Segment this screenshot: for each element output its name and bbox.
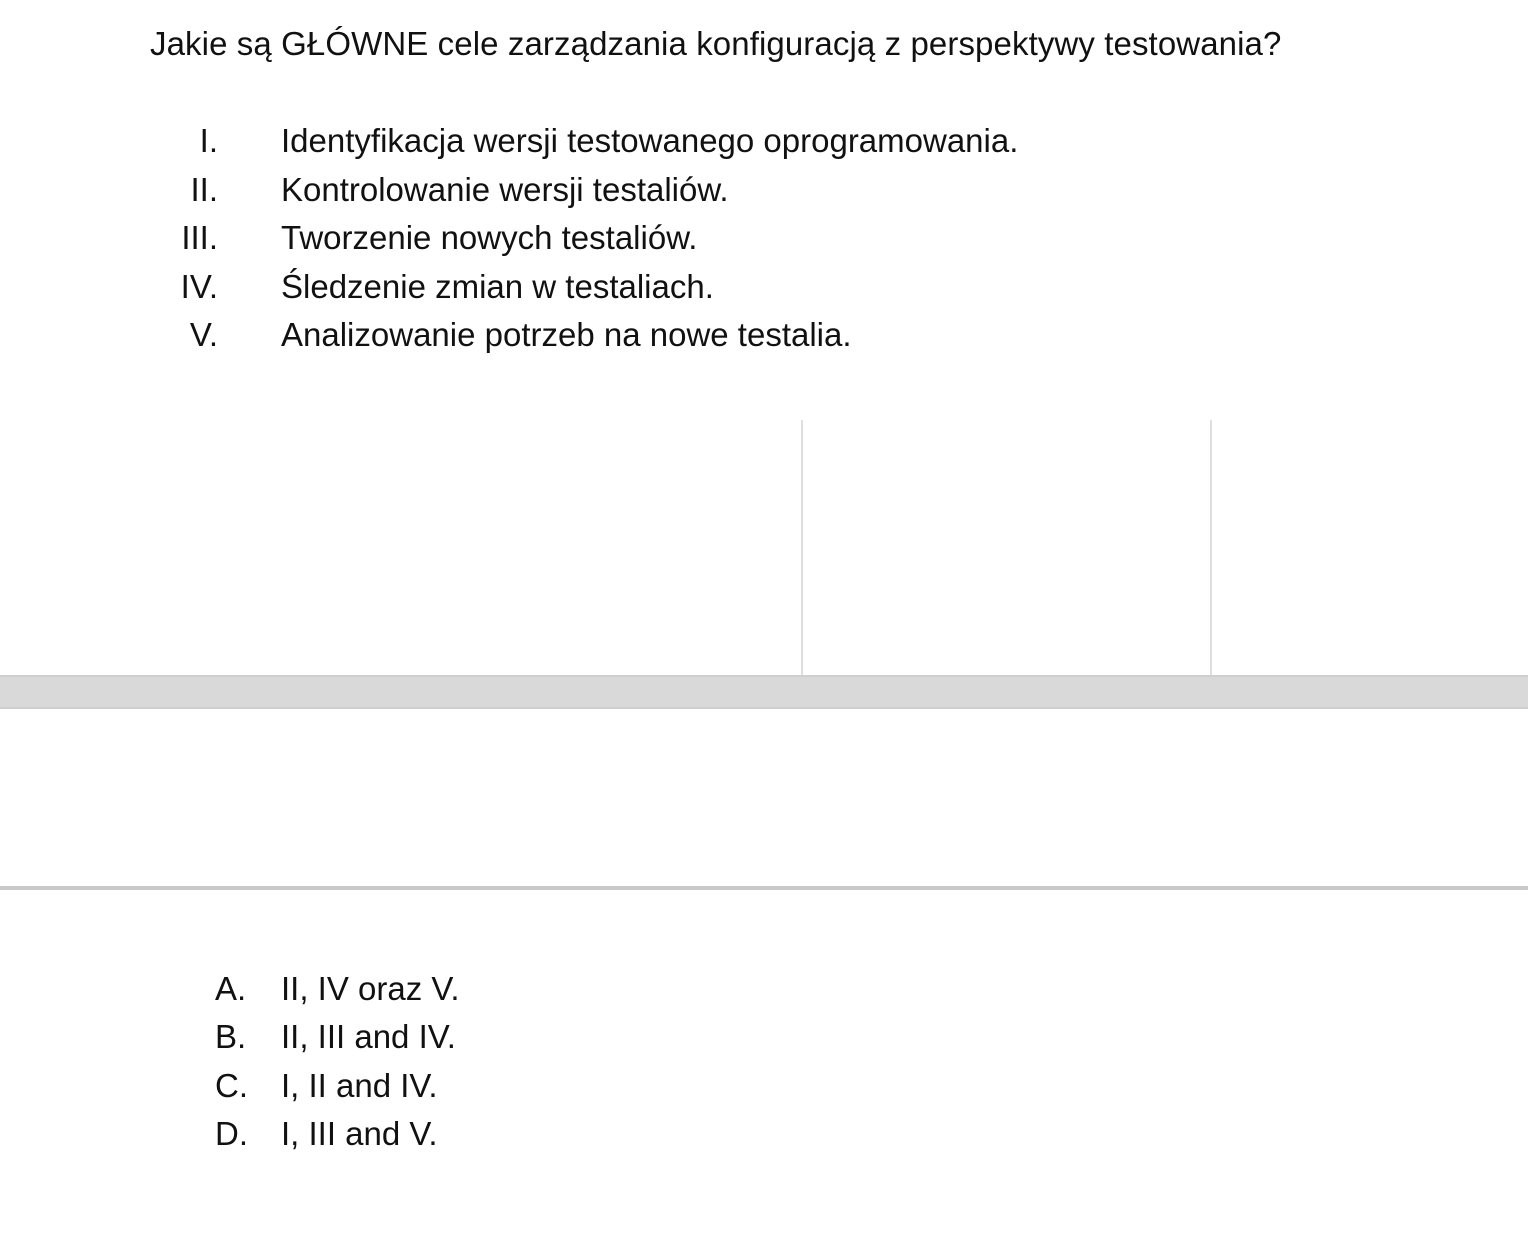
answer-text: II, III and IV. [281, 1018, 456, 1056]
answer-letter: D. [215, 1114, 248, 1152]
answer-letter: C. [215, 1066, 248, 1104]
statement-text: Tworzenie nowych testaliów. [281, 219, 698, 256]
statement-text: Śledzenie zmian w testaliach. [281, 267, 714, 305]
statement-numeral: III. [181, 219, 218, 256]
answer-text: II, IV oraz V. [281, 970, 460, 1007]
answer-text: I, III and V. [281, 1114, 438, 1152]
statement-text: Identyfikacja wersji testowanego oprogramowania. [281, 122, 1019, 159]
page-break-gap [0, 675, 1528, 709]
question-text: Jakie są GŁÓWNE cele zarządzania konfiguracją z perspektywy testowania? [150, 25, 1282, 62]
statement-text: Kontrolowanie wersji testaliów. [281, 170, 729, 208]
statement-text: Analizowanie potrzeb na nowe testalia. [281, 316, 852, 353]
column-divider-right [1210, 420, 1212, 676]
statement-numeral: II. [190, 170, 218, 208]
statement-numeral: IV. [180, 267, 218, 305]
blank-region [0, 420, 1528, 676]
statement-numeral: I. [199, 122, 218, 159]
horizontal-rule [0, 886, 1528, 890]
answer-text: I, II and IV. [281, 1066, 438, 1104]
answer-letter: A. [215, 970, 247, 1007]
statement-numeral: V. [189, 316, 218, 353]
answer-letter: B. [215, 1018, 247, 1056]
column-divider-left [801, 420, 803, 676]
